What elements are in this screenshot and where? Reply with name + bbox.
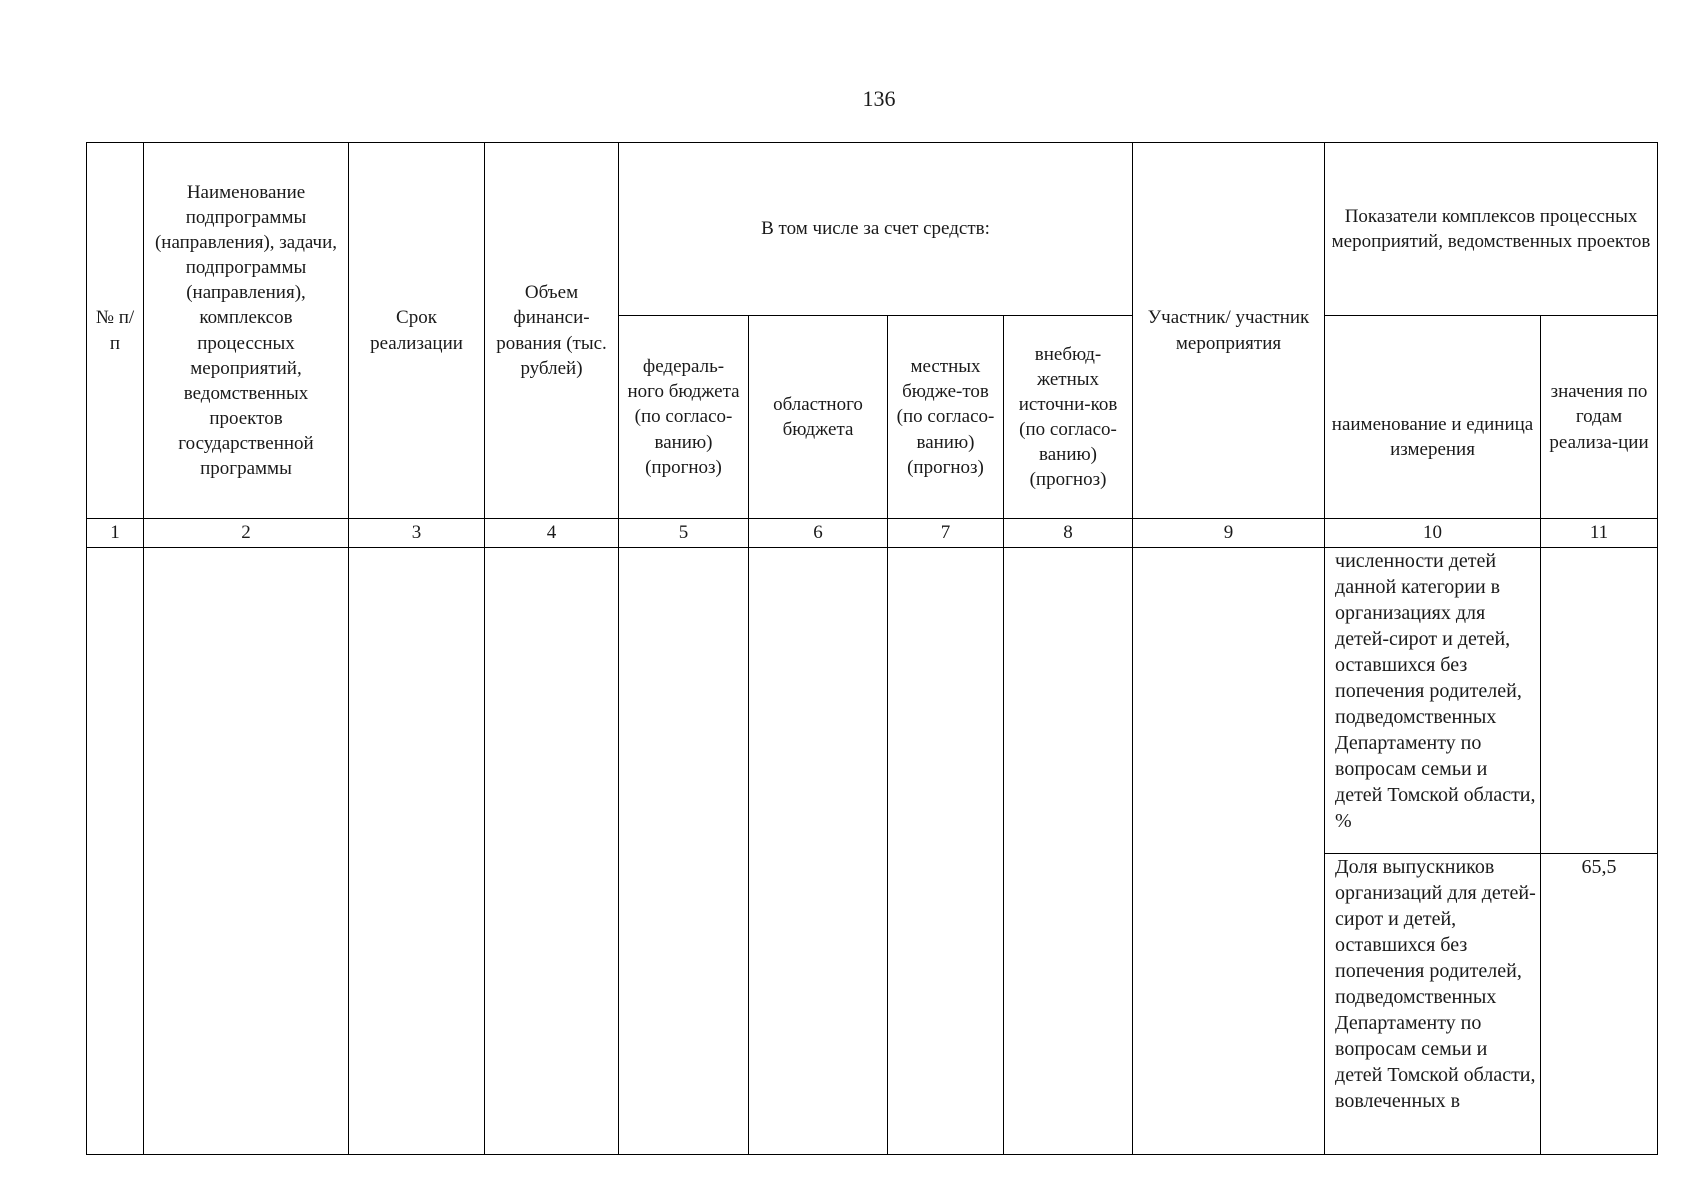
header-name: Наименование подпрограммы (направления), задачи, подпрограммы (направления), комплексов процессных мероприятий, ведомственных проектов государственной программы [144, 143, 349, 519]
column-number: 2 [144, 519, 349, 548]
header-term: Срок реализации [349, 143, 485, 519]
cell-empty [144, 548, 349, 1155]
indicator-value [1541, 548, 1658, 854]
cell-empty [888, 548, 1004, 1155]
header-local: местных бюдже-тов (по согласо-ванию) (прогноз) [888, 316, 1004, 519]
cell-empty [349, 548, 485, 1155]
cell-empty [87, 548, 144, 1155]
column-number: 6 [749, 519, 888, 548]
cell-empty [1004, 548, 1133, 1155]
column-number: 11 [1541, 519, 1658, 548]
indicator-name: Доля выпускников организаций для детей-сирот и детей, оставшихся без попечения родителей, подведомственных Департаменту по вопросам семьи и детей Томской области, вовлеченных в [1325, 854, 1541, 1155]
header-indicator-values: значения по годам реализа-ции [1541, 316, 1658, 519]
column-number: 5 [619, 519, 749, 548]
header-regional: областного бюджета [749, 316, 888, 519]
cell-empty [749, 548, 888, 1155]
header-funds-group: В том числе за счет средств: [619, 143, 1133, 316]
indicator-name: численности детей данной категории в организациях для детей-сирот и детей, оставшихся без попечения родителей, подведомственных Департаменту по вопросам семьи и детей Томской области, % [1325, 548, 1541, 854]
header-number: № п/п [87, 143, 144, 519]
header-indicator-name: наименование и единица измерения [1325, 316, 1541, 519]
column-number: 7 [888, 519, 1004, 548]
header-federal: федераль-ного бюджета (по согласо-ванию) (прогноз) [619, 316, 749, 519]
cell-empty [619, 548, 749, 1155]
column-number: 9 [1133, 519, 1325, 548]
column-number: 4 [485, 519, 619, 548]
header-volume: Объем финанси-рования (тыс. рублей) [485, 143, 619, 519]
column-number: 10 [1325, 519, 1541, 548]
column-number: 8 [1004, 519, 1133, 548]
header-participant: Участник/ участник мероприятия [1133, 143, 1325, 519]
cell-empty [485, 548, 619, 1155]
cell-empty [1133, 548, 1325, 1155]
header-indicators-group: Показатели комплексов процессных мероприятий, ведомственных проектов [1325, 143, 1658, 316]
column-number: 1 [87, 519, 144, 548]
indicator-value: 65,5 [1541, 854, 1658, 1155]
column-number: 3 [349, 519, 485, 548]
header-extrabudgetary: внебюд-жетных источни-ков (по согласо-ванию) (прогноз) [1004, 316, 1133, 519]
table-row [87, 548, 1658, 854]
column-number-row [87, 519, 1658, 548]
page-number: 136 [862, 86, 896, 111]
program-table [86, 142, 1658, 1155]
